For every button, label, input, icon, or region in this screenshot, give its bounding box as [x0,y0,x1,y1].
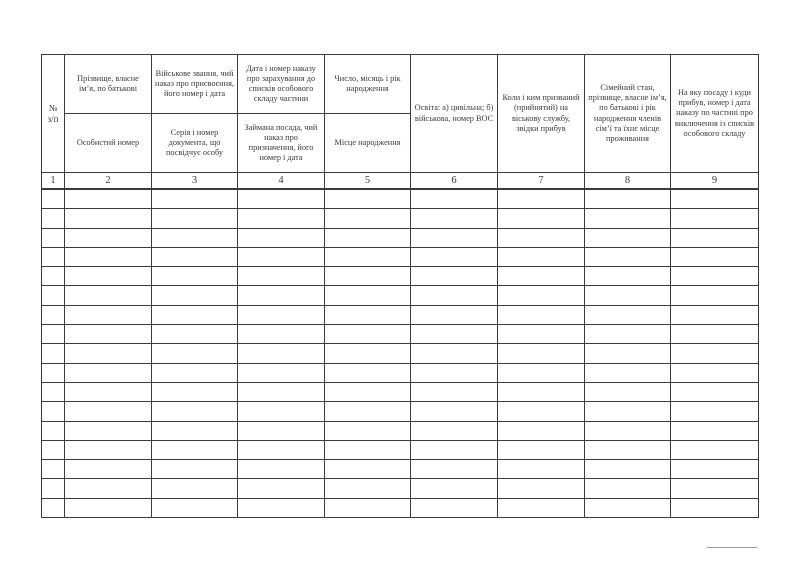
blank-cell [65,382,152,401]
blank-cell [585,498,671,517]
blank-cell [152,247,238,266]
blank-cell [498,209,585,228]
blank-cell [42,189,65,209]
blank-cell [152,460,238,479]
blank-cell [152,209,238,228]
table-row [42,479,759,498]
blank-cell [65,402,152,421]
blank-cell [671,498,759,517]
blank-cell [325,479,411,498]
blank-cell [42,209,65,228]
blank-cell [671,382,759,401]
table-row [42,325,759,344]
blank-cell [498,286,585,305]
blank-cell [411,498,498,517]
blank-cell [671,189,759,209]
blank-cell [42,421,65,440]
blank-cell [498,460,585,479]
blank-cell [238,382,325,401]
blank-cell [671,421,759,440]
column-number-row [42,173,759,190]
blank-cell [585,189,671,209]
blank-cell [585,382,671,401]
header-cell-4-bottom: Займана посада, чий наказ про призначення, його номер і дата [238,114,325,173]
table-row [42,286,759,305]
blank-cell [238,402,325,421]
blank-cell [585,363,671,382]
blank-cell [42,228,65,247]
blank-cell [152,267,238,286]
blank-cell [42,344,65,363]
blank-cell [585,479,671,498]
blank-cell [498,440,585,459]
blank-cell [585,247,671,266]
blank-cell [42,286,65,305]
blank-cell [238,305,325,324]
blank-cell [152,189,238,209]
blank-cell [585,402,671,421]
blank-cell [411,305,498,324]
header-cell-5-bottom: Місце народження [325,114,411,173]
blank-cell [42,305,65,324]
blank-cell [42,325,65,344]
blank-cell [42,479,65,498]
blank-cell [238,421,325,440]
blank-cell [238,498,325,517]
blank-cell [65,363,152,382]
header-cell-8: Сімейний стан, прізвище, власне ім’я, по батькові і рік народження членів сім’ї та їхнє місце проживання [585,55,671,173]
blank-cell [42,440,65,459]
blank-entry-rows [42,189,759,518]
header-cell-4-top: Дата і номер наказу про зарахування до списків особового складу частини [238,55,325,114]
blank-cell [42,363,65,382]
blank-cell [65,228,152,247]
blank-cell [65,460,152,479]
blank-cell [498,189,585,209]
blank-cell [238,228,325,247]
blank-cell [498,267,585,286]
blank-cell [325,325,411,344]
blank-cell [498,228,585,247]
blank-cell [411,267,498,286]
blank-cell [152,228,238,247]
blank-cell [325,267,411,286]
column-number: 5 [325,173,411,190]
blank-cell [325,209,411,228]
blank-cell [498,421,585,440]
blank-cell [325,305,411,324]
blank-cell [585,267,671,286]
header-cell-3-top: Військове звання, чий наказ про присвоєння, його номер і дата [152,55,238,114]
blank-cell [152,286,238,305]
blank-cell [65,286,152,305]
header-cell-1: № з/п [42,55,65,173]
blank-cell [325,402,411,421]
blank-cell [325,247,411,266]
blank-cell [671,440,759,459]
blank-cell [325,344,411,363]
blank-cell [42,460,65,479]
blank-cell [238,440,325,459]
column-number: 1 [42,173,65,190]
table-row [42,247,759,266]
blank-cell [65,479,152,498]
blank-cell [671,402,759,421]
header-cell-6: Освіта: а) цивільна; б) військова, номер ВОС [411,55,498,173]
blank-cell [152,440,238,459]
blank-cell [238,344,325,363]
blank-cell [498,498,585,517]
blank-cell [671,228,759,247]
blank-cell [671,305,759,324]
table-row [42,267,759,286]
blank-cell [325,498,411,517]
blank-cell [325,363,411,382]
blank-cell [671,479,759,498]
blank-cell [498,325,585,344]
blank-cell [152,363,238,382]
blank-cell [411,440,498,459]
blank-cell [671,460,759,479]
table-row [42,440,759,459]
table-row [42,228,759,247]
header-cell-2-top: Прізвище, власне ім’я, по батькові [65,55,152,114]
column-number: 9 [671,173,759,190]
blank-cell [65,498,152,517]
blank-cell [42,498,65,517]
blank-cell [498,402,585,421]
blank-cell [325,421,411,440]
blank-cell [671,247,759,266]
blank-cell [238,460,325,479]
blank-cell [585,460,671,479]
blank-cell [411,286,498,305]
blank-cell [411,460,498,479]
column-number: 7 [498,173,585,190]
blank-cell [65,209,152,228]
blank-cell [325,228,411,247]
blank-cell [152,421,238,440]
blank-cell [671,325,759,344]
blank-cell [238,267,325,286]
table-row [42,305,759,324]
blank-cell [152,325,238,344]
blank-cell [42,402,65,421]
blank-cell [65,189,152,209]
column-number: 8 [585,173,671,190]
table-row [42,344,759,363]
blank-cell [671,344,759,363]
header-cell-2-bottom: Особистий номер [65,114,152,173]
column-number: 2 [65,173,152,190]
blank-cell [238,479,325,498]
blank-cell [498,344,585,363]
blank-cell [671,209,759,228]
blank-cell [585,286,671,305]
table-row [42,402,759,421]
blank-cell [42,247,65,266]
column-number: 6 [411,173,498,190]
blank-cell [65,267,152,286]
blank-cell [411,247,498,266]
table-row [42,498,759,517]
blank-cell [238,325,325,344]
blank-cell [498,479,585,498]
blank-cell [411,382,498,401]
blank-cell [65,325,152,344]
blank-cell [411,402,498,421]
blank-cell [585,421,671,440]
blank-cell [65,305,152,324]
header-cell-7: Коли і ким призваний (прийнятий) на віськову службу, звідки прибув [498,55,585,173]
header-cell-5-top: Число, місяць і рік народження [325,55,411,114]
blank-cell [152,498,238,517]
blank-cell [65,344,152,363]
blank-cell [65,421,152,440]
blank-cell [152,382,238,401]
blank-cell [411,344,498,363]
blank-cell [152,479,238,498]
blank-cell [325,382,411,401]
blank-cell [671,267,759,286]
blank-cell [238,247,325,266]
footer-rule [707,547,757,548]
blank-cell [585,305,671,324]
column-number: 3 [152,173,238,190]
blank-cell [325,440,411,459]
blank-cell [585,228,671,247]
blank-cell [585,344,671,363]
blank-cell [671,286,759,305]
blank-cell [238,189,325,209]
blank-cell [411,189,498,209]
blank-cell [65,440,152,459]
table-row [42,421,759,440]
table-row [42,363,759,382]
blank-cell [152,402,238,421]
blank-cell [498,247,585,266]
personnel-register-table [41,54,759,518]
blank-cell [498,382,585,401]
blank-cell [411,479,498,498]
blank-cell [152,344,238,363]
blank-cell [411,363,498,382]
blank-cell [325,460,411,479]
header-cell-3-bottom: Серія і номер документа, що посвідчує особу [152,114,238,173]
blank-cell [238,209,325,228]
blank-cell [325,286,411,305]
table-row [42,209,759,228]
blank-cell [238,363,325,382]
table-row [42,382,759,401]
column-number: 4 [238,173,325,190]
blank-cell [42,267,65,286]
blank-cell [325,189,411,209]
blank-cell [411,209,498,228]
blank-cell [238,286,325,305]
blank-cell [498,363,585,382]
blank-cell [411,228,498,247]
blank-cell [42,382,65,401]
blank-cell [671,363,759,382]
table-row [42,189,759,209]
blank-cell [585,209,671,228]
blank-cell [152,305,238,324]
blank-cell [585,325,671,344]
header-cell-9: На яку посаду і куди прибув, номер і дата наказу по частині про виключення із списків особового складу [671,55,759,173]
blank-cell [585,440,671,459]
table-row [42,460,759,479]
blank-cell [411,421,498,440]
blank-cell [498,305,585,324]
blank-cell [411,325,498,344]
blank-cell [65,247,152,266]
